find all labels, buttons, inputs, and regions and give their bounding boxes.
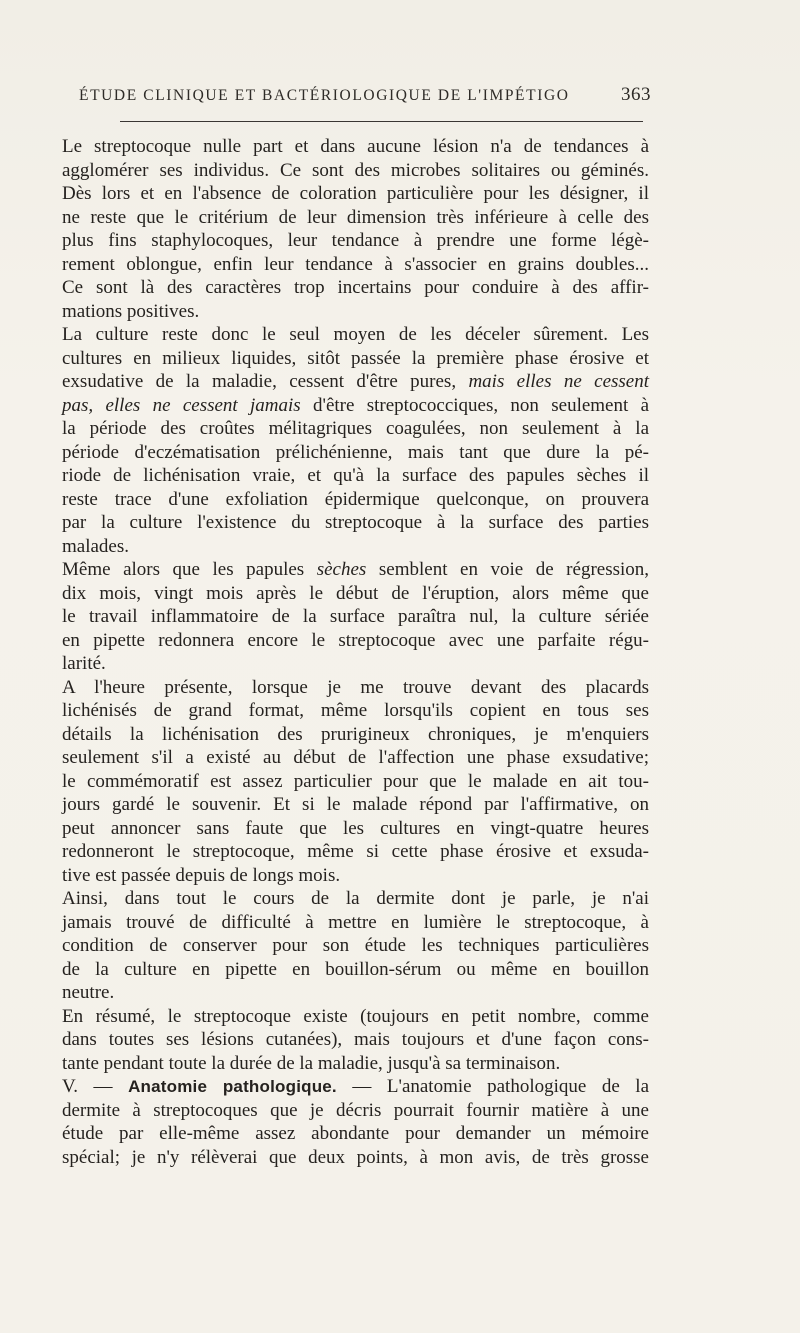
text-line: la période des croûtes mélitagriques coagulées, non seulement à la <box>62 418 649 439</box>
text-line: période d'eczématisation prélichénienne, mais tant que dure la pé- <box>62 441 649 463</box>
text-line: le travail inflammatoire de la surface paraîtra nul, la culture sériée <box>62 606 649 627</box>
text-line: dans toutes ses lésions cutanées), mais toujours et d'une façon cons- <box>62 1029 649 1050</box>
running-title: ÉTUDE CLINIQUE ET BACTÉRIOLOGIQUE DE L'IMPÉTIGO <box>79 87 570 104</box>
italic-text: sèches <box>316 559 367 580</box>
text-line: peut annoncer sans faute que les cultures en vingt-quatre heures <box>62 817 649 839</box>
text-line: Dès lors et en l'absence de coloration particulière pour les désigner, il <box>62 183 649 204</box>
text-line: étude par elle-même assez abondante pour demander un mémoire <box>62 1123 649 1144</box>
text-line: tante pendant toute la durée de la maladie, jusqu'à sa terminaison. <box>62 1052 561 1074</box>
header-rule <box>120 121 643 122</box>
text-line: rement oblongue, enfin leur tendance à s'associer en grains doubles... <box>62 253 649 275</box>
text-line: Ce sont là des caractères trop incertains pour conduire à des affir- <box>62 277 649 298</box>
text-line: détails la lichénisation des prurigineux chroniques, je m'enquiers <box>62 723 649 745</box>
text-line: de la culture en pipette en bouillon-sérum ou même en bouillon <box>62 958 649 980</box>
text-line: cultures en milieux liquides, sitôt passée la première phase érosive et <box>62 347 649 369</box>
section-heading: Anatomie pathologique. <box>128 1077 337 1096</box>
italic-text: pas, elles ne cessent jamais <box>62 394 301 416</box>
text-line: en pipette redonnera encore le streptocoque avec une parfaite régu- <box>62 629 649 651</box>
running-header <box>79 84 651 106</box>
text-line: ne reste que le critérium de leur dimension très inférieure à celle des <box>62 206 649 228</box>
text-line <box>62 558 649 582</box>
text-line: dermite à streptocoques que je décris pourrait fournir matière à une <box>62 1099 649 1121</box>
page-number: 363 <box>621 84 651 105</box>
text-segment: d'être streptococciques, non seulement à <box>313 394 650 416</box>
section-number: V. — <box>62 1076 113 1097</box>
text-line <box>62 1075 649 1099</box>
text-line: plus fins staphylocoques, leur tendance à prendre une forme légè- <box>62 230 649 251</box>
text-line: A l'heure présente, lorsque je me trouve devant des placards <box>62 676 649 698</box>
text-line: Ainsi, dans tout le cours de la dermite dont je parle, je n'ai <box>62 888 649 909</box>
text-line: agglomérer ses individus. Ce sont des microbes solitaires ou géminés. <box>62 159 649 181</box>
text-line: lichénisés de grand format, même lorsqu'ils copient en tous ses <box>62 700 649 721</box>
text-segment: exsudative de la maladie, cessent d'être pures, <box>62 371 457 392</box>
text-line <box>62 370 649 394</box>
text-line: mations positives. <box>62 300 200 322</box>
text-line: jamais trouvé de difficulté à mettre en lumière le streptocoque, à <box>62 911 649 933</box>
text-segment: Même alors que les papules <box>62 559 305 580</box>
text-line: tive est passée depuis de longs mois. <box>62 864 341 886</box>
text-line: jours gardé le souvenir. Et si le malade répond par l'affirmative, on <box>62 794 649 815</box>
text-line: La culture reste donc le seul moyen de les déceler sûrement. Les <box>62 324 649 345</box>
text-line: En résumé, le streptocoque existe (toujours en petit nombre, comme <box>62 1005 649 1027</box>
text-line: Le streptocoque nulle part et dans aucune lésion n'a de tendances à <box>62 136 649 157</box>
text-line: seulement s'il a existé au début de l'affection une phase exsudative; <box>62 747 649 768</box>
text-line: condition de conserver pour son étude les techniques particulières <box>62 935 649 956</box>
text-line: neutre. <box>62 982 115 1003</box>
text-line: par la culture l'existence du streptocoque à la surface des parties <box>62 512 649 533</box>
text-line: larité. <box>62 653 106 674</box>
text-line: le commémoratif est assez particulier pour que le malade en ait tou- <box>62 770 649 792</box>
text-line: redonneront le streptocoque, même si cette phase érosive et exsuda- <box>62 841 649 862</box>
text-segment: — L'anatomie pathologique de la <box>352 1076 649 1097</box>
italic-text: mais elles ne cessent <box>468 371 650 392</box>
text-line: malades. <box>62 535 130 557</box>
body-text <box>62 135 649 1169</box>
text-line: reste trace d'une exfoliation épidermique quelconque, on prouvera <box>62 488 649 510</box>
text-line <box>62 394 649 418</box>
text-line: dix mois, vingt mois après le début de l'éruption, alors même que <box>62 582 649 604</box>
text-line: spécial; je n'y rélèverai que deux points, à mon avis, de très grosse <box>62 1146 649 1168</box>
text-segment: semblent en voie de régression, <box>378 559 650 580</box>
text-line: riode de lichénisation vraie, et qu'à la surface des papules sèches il <box>62 465 649 486</box>
